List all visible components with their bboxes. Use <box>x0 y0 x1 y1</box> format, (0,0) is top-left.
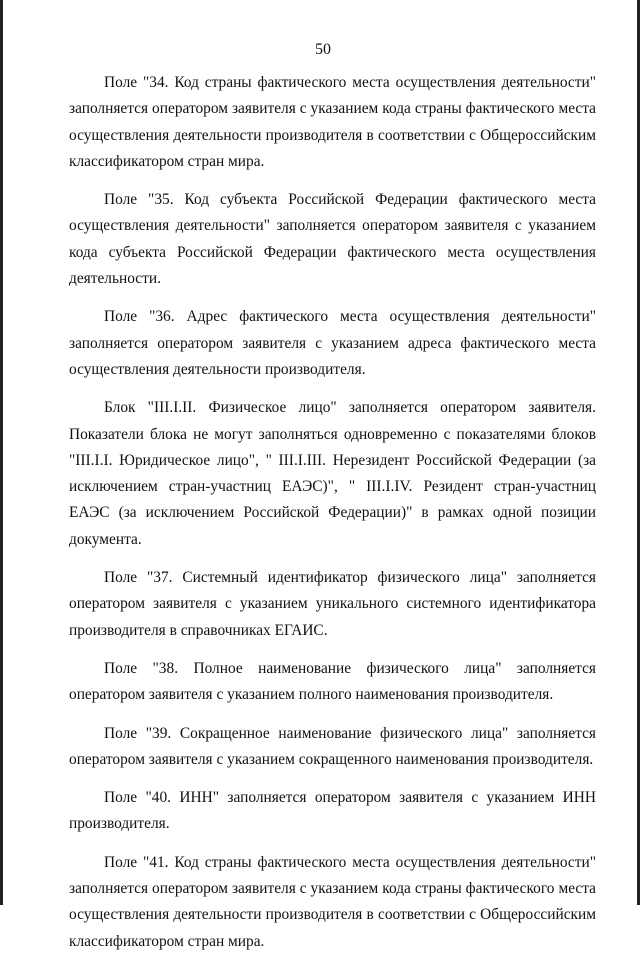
paragraph-block-iii-i-ii: Блок "III.I.II. Физическое лицо" заполняется оператором заявителя. Показатели блока не могут заполняться одновременно с показателями блоков "III.I.I. Юридическое лицо", " III.I.III. Нерезидент Российской Федерации (за исключением стран-участниц ЕАЭС)", " III.I.IV. Резидент стран-участниц ЕАЭС (за исключением Российской Федерации)" в рамках одной позиции документа. <box>69 399 596 548</box>
paragraph-field-36: Поле "36. Адрес фактического места осуществления деятельности" заполняется оператором заявителя с указанием адреса фактического места осуществления деятельности производителя. <box>69 308 596 378</box>
paragraph-field-39: Поле "39. Сокращенное наименование физического лица" заполняется оператором заявителя с указанием сокращенного наименования производителя. <box>69 724 596 768</box>
page-number: 50 <box>315 41 331 58</box>
paragraph-field-34: Поле "34. Код страны фактического места осуществления деятельности" заполняется оператором заявителя с указанием кода страны фактического места осуществления деятельности производителя в соответствии с Общероссийским классификатором стран мира. <box>69 74 596 170</box>
paragraph-field-37: Поле "37. Системный идентификатор физического лица" заполняется оператором заявителя с указанием уникального системного идентификатора производителя в справочниках ЕГАИС. <box>69 569 596 639</box>
paragraph-field-35: Поле "35. Код субъекта Российской Федерации фактического места осуществления деятельности" заполняется оператором заявителя с указанием кода субъекта Российской Федерации фактического места осуществления деятельности. <box>69 191 596 288</box>
document-body <box>69 70 596 967</box>
paragraph-field-41: Поле "41. Код страны фактического места осуществления деятельности" заполняется оператором заявителя с указанием кода страны фактического места осуществления деятельности производителя в соответствии с Общероссийским классификатором стран мира. <box>69 853 596 950</box>
paragraph-field-38: Поле "38. Полное наименование физического лица" заполняется оператором заявителя с указанием полного наименования производителя. <box>69 659 596 704</box>
paragraph-field-40: Поле "40. ИНН" заполняется оператором заявителя с указанием ИНН производителя. <box>69 789 596 833</box>
